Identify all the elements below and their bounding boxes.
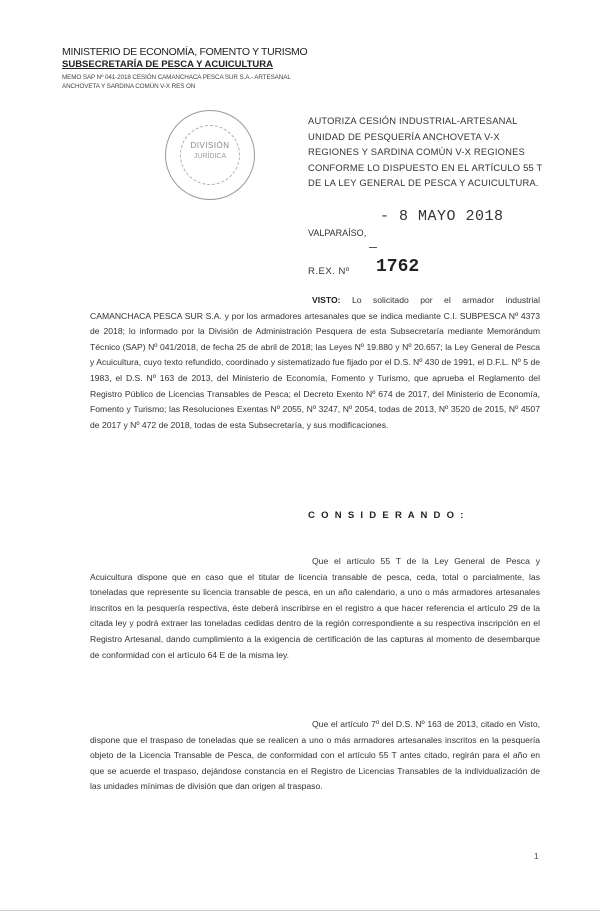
stamp-line2: JURÍDICA bbox=[193, 153, 227, 160]
resolution-date: - 8 MAYO 2018 bbox=[380, 208, 504, 225]
resolution-label: R.EX. Nº bbox=[308, 266, 350, 277]
bottom-edge-line bbox=[0, 910, 600, 911]
stamp-line1: DIVISIÓN bbox=[190, 141, 230, 150]
resolution-number: 1762 bbox=[376, 257, 420, 277]
visto-text: Lo solicitado por el armador industrial CAMANCHACA PESCA SUR S.A. y por los armadores artesanales que se indica mediante C.I. SUBPESCA Nº 4373 de 2018; lo informado por la División de Administración Pesquera de esta Subsecretaría mediante Memorándum Técnico (SAP) Nº 041/2018, de fecha 25 de abril de 2018; las Leyes Nº 19.880 y Nº 20.657; la Ley General de Pesca y Acuicultura, cuyo texto refundido, coordinado y sistematizado fue fijado por el D.S. Nº 430 de 1991, el D.F.L. Nº 5 de 1983, el D.S. Nº 163 de 2013, del Ministerio de Economía, Fomento y Turismo, que aprueba el Reglamento del Registro Público de Licencias Transables de Pesca; el Decreto Exento Nº 674 de 2017, del Ministerio de Economía, Fomento y Turismo; las Resoluciones Exentas Nº 2055, Nº 3247, Nº 2054, todas de 2013, Nº 3520 de 2015, Nº 4507 de 2017 y Nº 472 de 2018, todas de esta Subsecretaría, y sus modificaciones. bbox=[90, 295, 540, 430]
division-stamp bbox=[165, 110, 255, 200]
subsecretaria-header: SUBSECRETARÍA DE PESCA Y ACUICULTURA bbox=[62, 59, 273, 70]
memo-reference: MEMO SAP Nº 041-2018 CESIÓN CAMANCHACA PESCA SUR S.A.- ARTESANAL ANCHOVETA Y SARDINA COMÚN V-X RES ON bbox=[62, 74, 291, 90]
considerando-paragraph-1: Que el artículo 55 T de la Ley General de Pesca y Acuicultura dispone que en caso que el titular de licencia transable de pesca, ceda, total o parcialmente, las toneladas que represente su licencia transable de pesca, en un año calendario, a uno o más armadores artesanales inscritos en la pesquería respectiva, éste deberá inscribirse en el registro a que hacer referencia el artículo 29 de la citada ley y podrá extraer las toneladas cedidas dentro de la región correspondiente a su respectiva inscripción en el Registro Artesanal, dando cumplimiento a la exigencia de certificación de las capturas al momento de desembarque de conformidad con el artículo 64 E de la misma ley. bbox=[90, 556, 540, 660]
visto-paragraph bbox=[90, 293, 540, 433]
visto-label: VISTO: bbox=[312, 295, 341, 305]
page-number: 1 bbox=[534, 852, 539, 861]
considerando-heading: C O N S I D E R A N D O : bbox=[308, 510, 466, 521]
resolution-number-mark bbox=[369, 247, 377, 248]
place-label: VALPARAÍSO, bbox=[308, 228, 367, 238]
resolution-subject: AUTORIZA CESIÓN INDUSTRIAL-ARTESANAL UNIDAD DE PESQUERÍA ANCHOVETA V-X REGIONES Y SARDINA COMÚN V-X REGIONES CONFORME LO DISPUESTO EN EL ARTÍCULO 55 T DE LA LEY GENERAL DE PESCA Y ACUICULTURA. bbox=[308, 115, 543, 188]
considerando-paragraph-2: Que el artículo 7º del D.S. Nº 163 de 2013, citado en Visto, dispone que el traspaso de toneladas que se realicen a uno o más armadores artesanales inscritos en la pesquería objeto de la Licencia Transable de Pesca, de conformidad con el artículo 55 T antes citado, regirán para el año en que se acuerde el traspaso, dejándose constancia en el Registro de Licencias Transables de la individualización de las unidades mínimas de división que dan origen al traspaso. bbox=[90, 719, 540, 792]
ministry-header: MINISTERIO DE ECONOMÍA, FOMENTO Y TURISMO bbox=[62, 46, 308, 58]
